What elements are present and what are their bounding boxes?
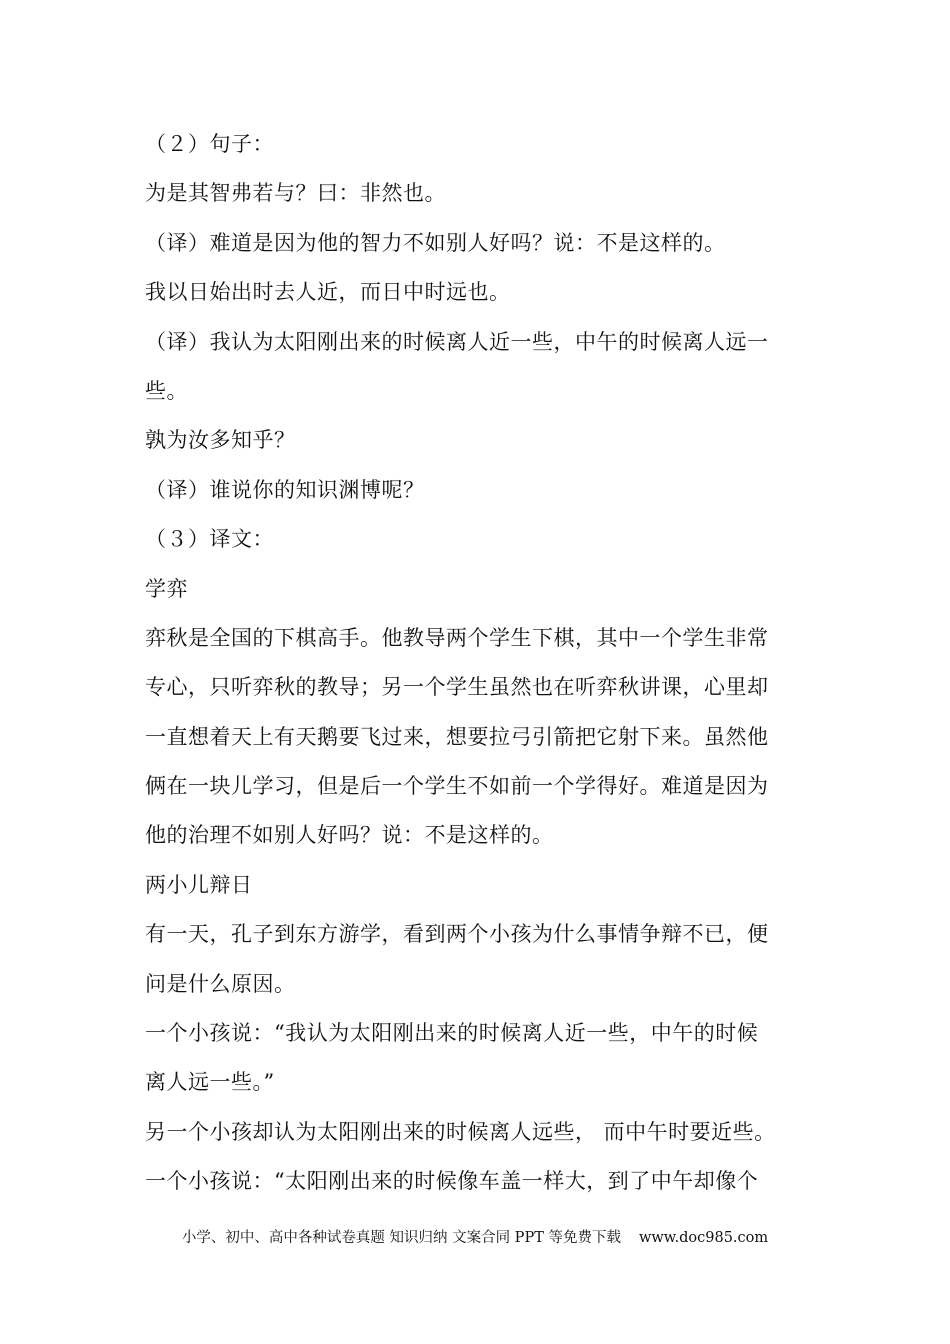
text-line: 弈秋是全国的下棋高手。他教导两个学生下棋，其中一个学生非常 [145, 625, 769, 650]
text-line: 问是什么原因。 [145, 971, 296, 996]
text-line: （译）谁说你的知识渊博呢？ [145, 477, 425, 502]
footer-text: 小学、初中、高中各种试卷真题 知识归纳 文案合同 PPT 等免费下载 [181, 1230, 621, 1246]
section-title-liangxiaoer: 两小儿辩日 [145, 872, 253, 897]
text-line: （译）难道是因为他的智力不如别人好吗？说：不是这样的。 [145, 230, 726, 255]
text-line: 为是其智弗若与？曰：非然也。 [145, 181, 446, 206]
text-line: 孰为汝多知乎？ [145, 428, 296, 453]
footer-site: www.doc985.com [638, 1230, 769, 1246]
document-body [145, 120, 810, 1207]
text-line: 一个小孩说：“我认为太阳刚出来的时候离人近一些，中午的时候 [145, 1021, 759, 1046]
text-line: 专心，只听弈秋的教导；另一个学生虽然也在听弈秋讲课，心里却 [145, 675, 769, 700]
text-line: 俩在一块儿学习，但是后一个学生不如前一个学得好。难道是因为 [145, 774, 769, 799]
heading-sentences: （２）句子： [145, 132, 274, 156]
heading-translation: （３）译文： [145, 527, 274, 552]
text-line: 离人远一些。” [145, 1070, 275, 1095]
text-line: 些。 [145, 378, 188, 403]
text-line: 他的治理不如别人好吗？说：不是这样的。 [145, 823, 554, 848]
text-line: （译）我认为太阳刚出来的时候离人近一些，中午的时候离人远一 [145, 329, 769, 354]
section-title-xueyi: 学弈 [145, 576, 188, 601]
text-line: 有一天，孔子到东方游学，看到两个小孩为什么事情争辩不已，便 [145, 922, 769, 947]
text-line: 另一个小孩却认为太阳刚出来的时候离人远些， 而中午时要近些。 [145, 1119, 776, 1144]
text-line: 一个小孩说：“太阳刚出来的时候像车盖一样大，到了中午却像个 [145, 1169, 759, 1194]
text-line: 我以日始出时去人近，而日中时远也。 [145, 280, 511, 305]
page-footer [0, 1226, 950, 1250]
text-line: 一直想着天上有天鹅要飞过来，想要拉弓引箭把它射下来。虽然他 [145, 724, 769, 749]
